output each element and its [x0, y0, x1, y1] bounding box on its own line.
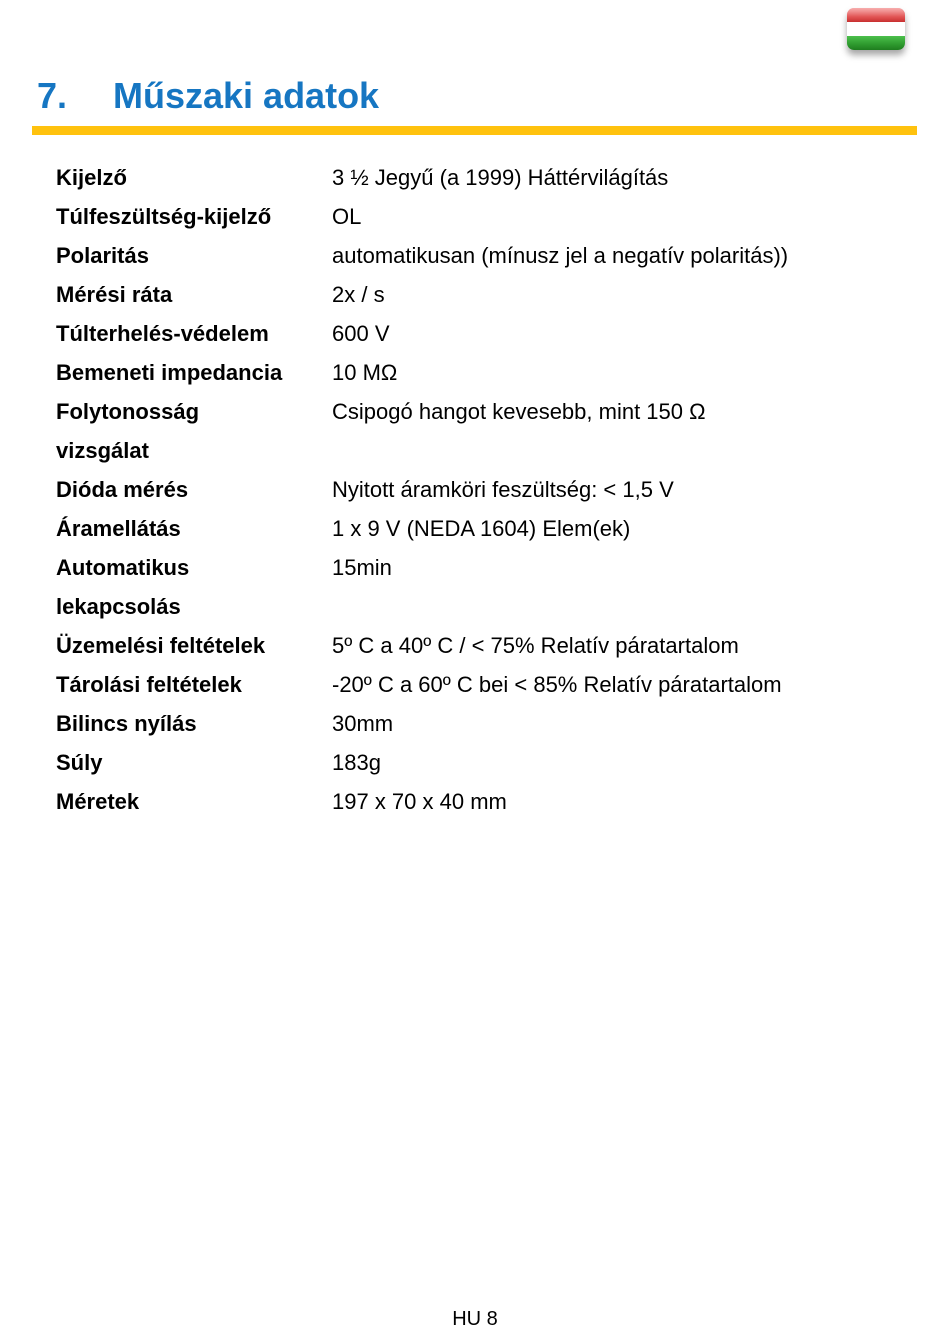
spec-value: -20º C a 60º C bei < 85% Relatív páratartalom: [332, 672, 782, 697]
spec-label: Tárolási feltételek: [56, 672, 242, 697]
spec-value: Csipogó hangot kevesebb, mint 150 Ω: [332, 399, 706, 424]
spec-label: Mérési ráta: [56, 282, 173, 307]
spec-value: OL: [332, 204, 362, 229]
spec-row: [56, 782, 886, 821]
spec-value: 1 x 9 V (NEDA 1604) Elem(ek): [332, 516, 631, 541]
spec-value: 30mm: [332, 711, 394, 736]
hungary-flag-icon: [847, 8, 905, 50]
spec-value: Nyitott áramköri feszültség: < 1,5 V: [332, 477, 674, 502]
spec-row: [56, 197, 886, 236]
spec-label: Áramellátás: [56, 516, 181, 541]
spec-value: 10 MΩ: [332, 360, 398, 385]
spec-row: [56, 548, 886, 626]
spec-label: Súly: [56, 750, 103, 775]
spec-label: Túlfeszültség-kijelző: [56, 204, 272, 229]
spec-row: [56, 665, 886, 704]
spec-row: [56, 158, 886, 197]
spec-value: 2x / s: [332, 282, 385, 307]
section-heading: [37, 72, 379, 120]
section-number: 7.: [37, 75, 68, 116]
spec-row: [56, 704, 886, 743]
spec-value: 197 x 70 x 40 mm: [332, 789, 507, 814]
spec-label: Üzemelési feltételek: [56, 633, 266, 658]
spec-label: Bemeneti impedancia: [56, 360, 283, 385]
spec-row: [56, 626, 886, 665]
spec-label: Dióda mérés: [56, 477, 189, 502]
spec-row: [56, 236, 886, 275]
spec-value: 5º C a 40º C / < 75% Relatív páratartalom: [332, 633, 739, 658]
spec-value: 15min: [332, 555, 392, 580]
heading-divider: [32, 126, 917, 135]
spec-value: 3 ½ Jegyű (a 1999) Háttérvilágítás: [332, 165, 669, 190]
spec-row: [56, 392, 886, 470]
spec-label: Polaritás: [56, 243, 149, 268]
spec-row: [56, 743, 886, 782]
spec-label: Túlterhelés-védelem: [56, 321, 269, 346]
spec-value: automatikusan (mínusz jel a negatív polaritás)): [332, 243, 789, 268]
spec-label: Kijelző: [56, 165, 127, 190]
spec-value: 183g: [332, 750, 381, 775]
spec-value: 600 V: [332, 321, 390, 346]
spec-label: Méretek: [56, 789, 140, 814]
spec-label: Automatikus lekapcsolás: [56, 555, 190, 619]
spec-label: Bilincs nyílás: [56, 711, 197, 736]
spec-row: [56, 353, 886, 392]
spec-row: [56, 275, 886, 314]
section-title: Műszaki adatok: [113, 75, 380, 116]
spec-row: [56, 470, 886, 509]
spec-table: [56, 158, 886, 821]
page-number: HU 8: [452, 1308, 498, 1330]
spec-row: [56, 314, 886, 353]
spec-label: Folytonosság vizsgálat: [56, 399, 200, 463]
spec-row: [56, 509, 886, 548]
